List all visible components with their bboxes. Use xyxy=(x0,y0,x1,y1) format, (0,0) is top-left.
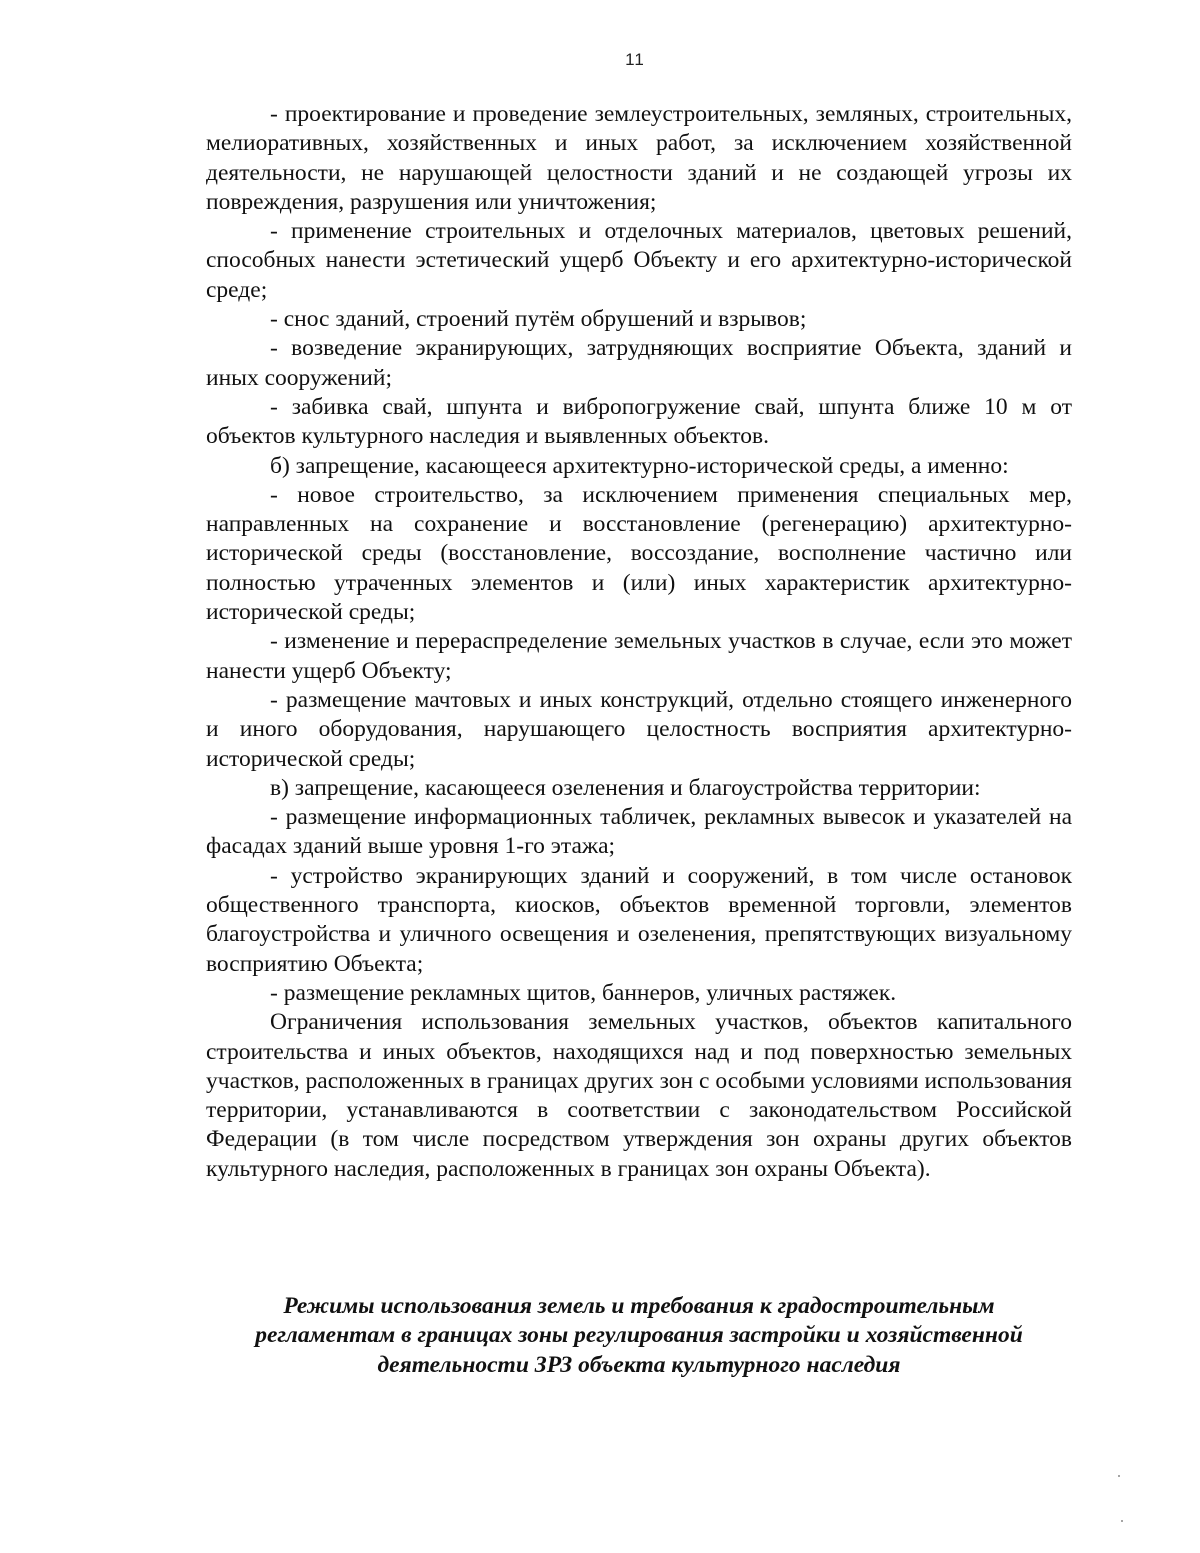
scan-speck xyxy=(1118,1475,1120,1477)
scan-speck xyxy=(1121,1520,1123,1522)
paragraph-demolition: - снос зданий, строений путём обрушений и взрывов; xyxy=(270,306,807,333)
document-body xyxy=(206,100,1072,1184)
section-heading xyxy=(206,1292,1072,1380)
paragraph-signage: - размещение информационных табличек, рекламных вывесок и указателей на фасадах зданий выше уровня 1-го этажа; xyxy=(206,804,1072,860)
paragraph-new-construction: - новое строительство, за исключением применения специальных мер, направленных на сохранение и восстановление (регенерацию) архитектурно-исторической среды (восстановление, воссоздание, восполнение частично или полностью утраченных элементов и (или) иных характеристик архитектурно-исторической среды; xyxy=(206,481,1072,626)
section-heading-line: Режимы использования земель и требования к градостроительным xyxy=(283,1293,995,1319)
paragraph-earthworks: - проектирование и проведение землеустроительных, земляных, строительных, мелиоративных, хозяйственных и иных работ, за исключением хозяйственной деятельности, не нарушающей целостности зданий и не создающей угрозы их повреждения, разрушения или уничтожения; xyxy=(206,101,1072,215)
paragraph-land-redistribution: - изменение и перераспределение земельных участков в случае, если это может нанести ущерб Объекту; xyxy=(206,628,1072,684)
paragraph-screening-buildings: - возведение экранирующих, затрудняющих восприятие Объекта, зданий и иных сооружений; xyxy=(206,335,1072,391)
page-number: 11 xyxy=(625,50,645,69)
section-heading-line: регламентам в границах зоны регулирования застройки и хозяйственной xyxy=(255,1322,1023,1349)
paragraph-billboards: - размещение рекламных щитов, баннеров, уличных растяжек. xyxy=(270,979,897,1006)
paragraph-section-b: б) запрещение, касающееся архитектурно-исторической среды, а именно: xyxy=(270,452,1009,479)
paragraph-mast-structures: - размещение мачтовых и иных конструкций, отдельно стоящего инженерного и иного оборудования, нарушающего целостность восприятия архитектурно-исторической среды; xyxy=(206,686,1072,772)
section-heading-line: деятельности ЗРЗ объекта культурного наследия xyxy=(377,1351,901,1378)
paragraph-materials: - применение строительных и отделочных материалов, цветовых решений, способных нанести эстетический ущерб Объекту и его архитектурно-исторической среде; xyxy=(206,218,1072,303)
paragraph-screening-structures: - устройство экранирующих зданий и сооружений, в том числе остановок общественного транспорта, киосков, объектов временной торговли, элементов благоустройства и уличного освещения и озеленения, препятствующих визуальному восприятию Объекта; xyxy=(206,862,1072,977)
paragraph-section-v: в) запрещение, касающееся озеленения и благоустройства территории: xyxy=(270,774,981,801)
paragraph-pile-driving: - забивка свай, шпунта и вибропогружение свай, шпунта ближе 10 м от объектов культурного наследия и выявленных объектов. xyxy=(206,393,1072,450)
paragraph-land-use-restrictions: Ограничения использования земельных участков, объектов капитального строительства и иных объектов, находящихся над и под поверхностью земельных участков, расположенных в границах других зон с особыми условиями использования территории, устанавливаются в соответствии с законодательством Российской Федерации (в том числе посредством утверждения зон охраны других объектов культурного наследия, расположенных в границах зон охраны Объекта). xyxy=(206,1009,1072,1182)
